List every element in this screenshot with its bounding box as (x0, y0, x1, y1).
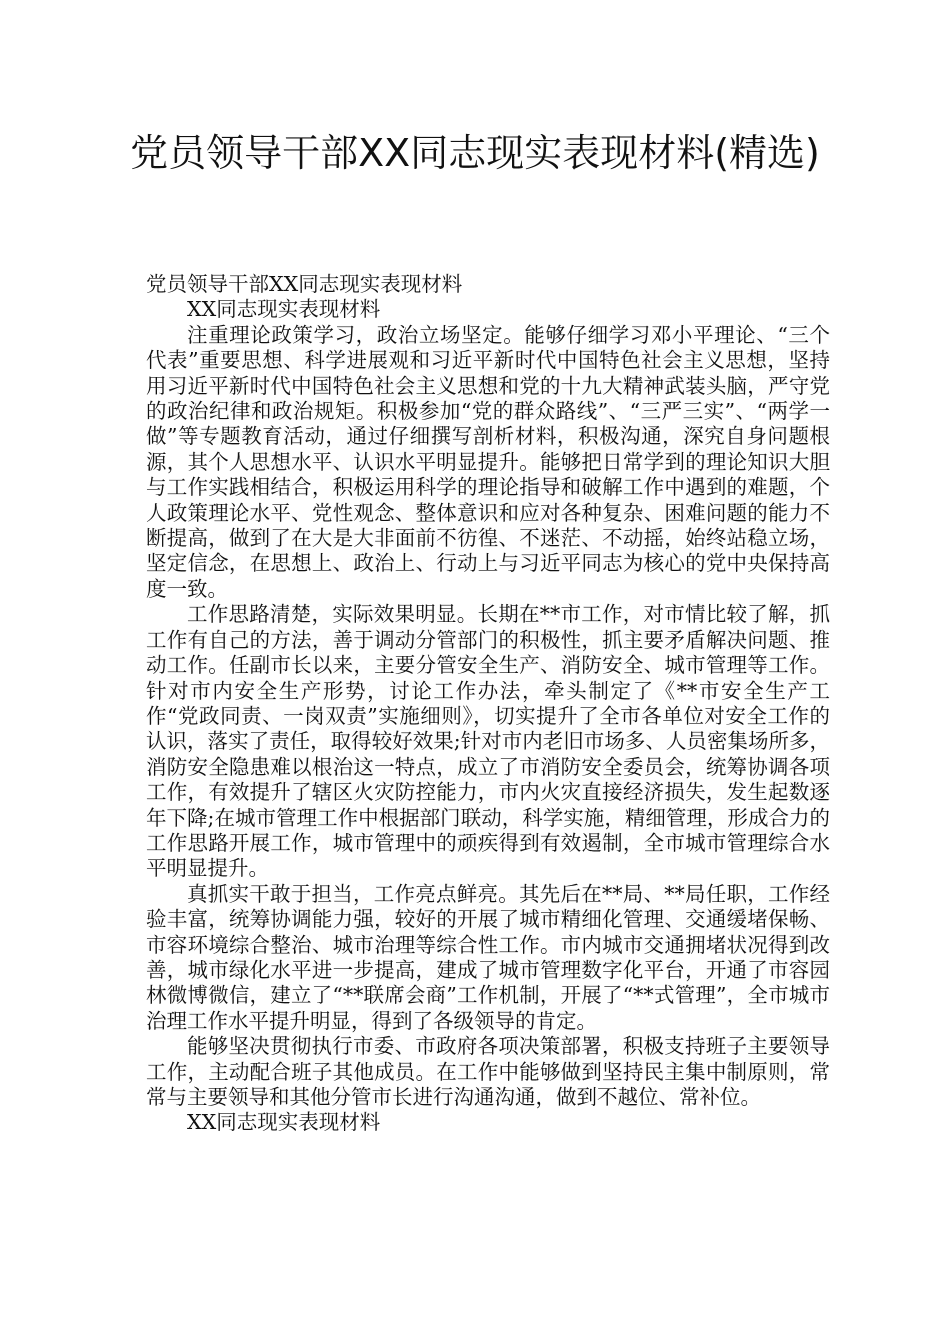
paragraph: 注重理论政策学习，政治立场坚定。能够仔细学习邓小平理论、“三个代表”重要思想、科学进展观和习近平新时代中国特色社会主义思想，坚持用习近平新时代中国特色社会主义思想和党的十九大精神武装头脑，严守党的政治纪律和政治规矩。积极参加“党的群众路线”、“三严三实”、“两学一做”等专题教育活动，通过仔细撰写剖析材料，积极沟通，深究自身问题根源，其个人思想水平、认识水平明显提升。能够把日常学到的理论知识大胆与工作实践相结合，积极运用科学的理论指导和破解工作中遇到的难题，个人政策理论水平、党性观念、整体意识和应对各种复杂、困难问题的能力不断提高，做到了在大是大非面前不彷徨、不迷茫、不动摇，始终站稳立场，坚定信念，在思想上、政治上、行动上与习近平同志为核心的党中央保持高度一致。 (146, 322, 830, 601)
paragraph: XX同志现实表现材料 (187, 297, 381, 322)
paragraph: 能够坚决贯彻执行市委、市政府各项决策部署，积极支持班子主要领导工作，主动配合班子其他成员。在工作中能够做到坚持民主集中制原则，常常与主要领导和其他分管市长进行沟通沟通，做到不越位、常补位。 (146, 1034, 830, 1109)
paragraph: 工作思路清楚，实际效果明显。长期在**市工作，对市情比较了解，抓工作有自己的方法，善于调动分管部门的积极性，抓主要矛盾解决问题、推动工作。任副市长以来，主要分管安全生产、消防安全、城市管理等工作。针对市内安全生产形势，讨论工作办法，牵头制定了《**市安全生产工作“党政同责、一岗双责”实施细则》，切实提升了全市各单位对安全工作的认识，落实了责任，取得较好效果;针对市内老旧市场多、人员密集场所多，消防安全隐患难以根治这一特点，成立了市消防安全委员会，统筹协调各项工作，有效提升了辖区火灾防控能力，市内火灾直接经济损失，发生起数逐年下降;在城市管理工作中根据部门联动，科学实施，精细管理，形成合力的工作思路开展工作，城市管理中的顽疾得到有效遏制，全市城市管理综合水平明显提升。 (146, 602, 830, 881)
paragraph: 真抓实干敢于担当，工作亮点鲜亮。其先后在**局、**局任职，工作经验丰富，统筹协调能力强，较好的开展了城市精细化管理、交通缓堵保畅、市容环境综合整治、城市治理等综合性工作。市内城市交通拥堵状况得到改善，城市绿化水平进一步提高，建成了城市管理数字化平台，开通了市容园林微博微信，建立了“**联席会商”工作机制，开展了“**式管理”，全市城市治理工作水平提升明显，得到了各级领导的肯定。 (146, 881, 830, 1033)
paragraph: 党员领导干部XX同志现实表现材料 (146, 272, 463, 296)
document-body (146, 272, 830, 1136)
document-title: 党员领导干部XX同志现实表现材料(精选) (130, 131, 820, 175)
paragraph: XX同志现实表现材料 (187, 1110, 381, 1135)
